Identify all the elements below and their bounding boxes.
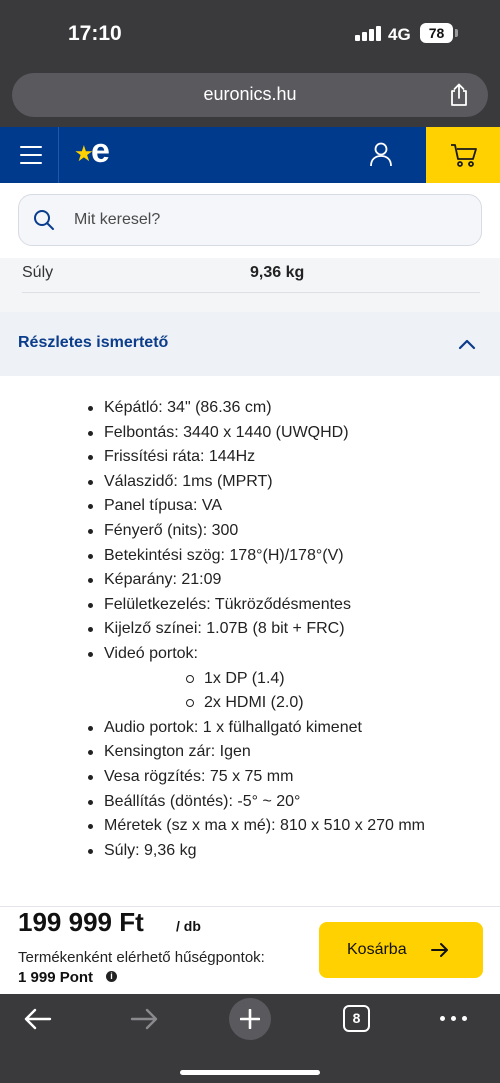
status-time: 17:10 bbox=[68, 22, 122, 45]
browser-top-chrome bbox=[0, 0, 500, 127]
chevron-up-icon bbox=[458, 338, 476, 350]
add-to-cart-label: Kosárba bbox=[347, 941, 407, 958]
browser-toolbar bbox=[0, 994, 500, 1083]
list-item: Válaszidő: 1ms (MPRT) bbox=[104, 470, 425, 495]
spec-label: Súly bbox=[22, 264, 54, 281]
list-item: Betekintési szög: 178°(H)/178°(V) bbox=[104, 544, 425, 569]
more-icon[interactable] bbox=[440, 1016, 468, 1022]
header-divider bbox=[58, 127, 59, 183]
list-item: Audio portok: 1 x fülhallgató kimenet bbox=[104, 716, 425, 741]
list-item: Felületkezelés: Tükröződésmentes bbox=[104, 593, 425, 618]
list-item: Kensington zár: Igen bbox=[104, 740, 425, 765]
add-to-cart-button[interactable] bbox=[319, 922, 483, 978]
list-item: Képarány: 21:09 bbox=[104, 568, 425, 593]
list-item: Képátló: 34" (86.36 cm) bbox=[104, 396, 425, 421]
list-item: Felbontás: 3440 x 1440 (UWQHD) bbox=[104, 421, 425, 446]
details-accordion-toggle[interactable] bbox=[0, 312, 500, 376]
details-title: Részletes ismertető bbox=[18, 334, 169, 351]
sub-list-item: 1x DP (1.4) bbox=[104, 667, 425, 692]
arrow-right-icon bbox=[431, 942, 449, 958]
search-input[interactable] bbox=[74, 207, 454, 233]
loyalty-points-value: 1 999 Pont bbox=[18, 969, 94, 986]
battery-tip bbox=[455, 29, 458, 37]
status-bar bbox=[0, 0, 500, 62]
sub-list-item: 2x HDMI (2.0) bbox=[104, 691, 425, 716]
spec-value: 9,36 kg bbox=[250, 264, 305, 281]
list-item: Méretek (sz x ma x mé): 810 x 510 x 270 mm bbox=[104, 814, 425, 839]
share-icon[interactable] bbox=[448, 83, 470, 107]
search-box[interactable] bbox=[18, 194, 482, 246]
list-item: Frissítési ráta: 144Hz bbox=[104, 445, 425, 470]
loyalty-points-label: Termékenként elérhető hűségpontok: bbox=[18, 949, 265, 966]
forward-arrow-icon[interactable] bbox=[130, 1008, 158, 1030]
price-unit: / db bbox=[176, 918, 201, 934]
info-icon[interactable]: i bbox=[106, 971, 117, 982]
url-text: euronics.hu bbox=[203, 84, 297, 104]
spec-list bbox=[104, 396, 425, 863]
search-area bbox=[0, 183, 500, 258]
new-tab-button[interactable] bbox=[229, 998, 271, 1040]
plus-icon bbox=[240, 1009, 260, 1029]
list-item: Panel típusa: VA bbox=[104, 494, 425, 519]
list-item: Vesa rögzítés: 75 x 75 mm bbox=[104, 765, 425, 790]
logo-letter: e bbox=[91, 132, 110, 170]
euronics-logo[interactable] bbox=[74, 132, 124, 171]
list-item: Videó portok: bbox=[104, 642, 425, 667]
network-type: 4G bbox=[388, 25, 411, 44]
cart-icon bbox=[450, 142, 478, 168]
list-item: Súly: 9,36 kg bbox=[104, 839, 425, 864]
user-icon[interactable] bbox=[369, 141, 393, 167]
battery-icon: 78 bbox=[420, 23, 453, 43]
site-header bbox=[0, 127, 500, 183]
home-indicator bbox=[180, 1070, 320, 1075]
purchase-bar bbox=[0, 906, 500, 994]
cart-button[interactable] bbox=[426, 127, 500, 183]
address-bar[interactable] bbox=[12, 73, 488, 117]
signal-icon bbox=[355, 25, 381, 41]
details-content bbox=[0, 376, 500, 906]
list-item: Fényerő (nits): 300 bbox=[104, 519, 425, 544]
list-item: Kijelző színei: 1.07B (8 bit + FRC) bbox=[104, 617, 425, 642]
back-arrow-icon[interactable] bbox=[24, 1008, 52, 1030]
spec-row-weight bbox=[0, 258, 500, 312]
price: 199 999 Ft bbox=[18, 907, 144, 937]
tabs-button[interactable]: 8 bbox=[343, 1005, 370, 1032]
list-item: Beállítás (döntés): -5° ~ 20° bbox=[104, 790, 425, 815]
divider bbox=[22, 292, 480, 293]
menu-icon[interactable] bbox=[20, 146, 42, 164]
logo-star-icon: ★ bbox=[74, 141, 94, 166]
search-icon bbox=[33, 209, 55, 231]
